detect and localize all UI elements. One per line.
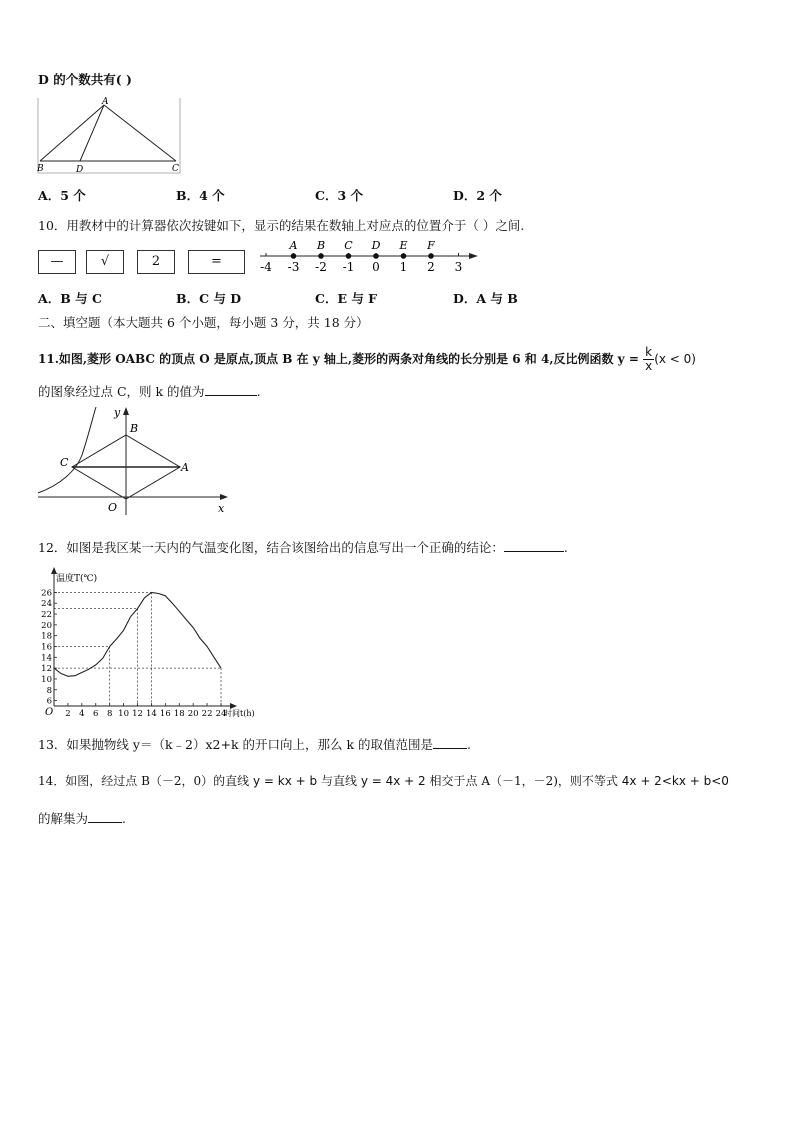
chart-x-tick-label: 16: [159, 709, 171, 719]
q11-label-b: B: [130, 422, 139, 435]
section-heading: 二、填空题（本大题共 6 个小题，每小题 3 分，共 18 分）: [38, 315, 369, 330]
number-line-tick-label: 0: [372, 260, 380, 274]
chart-y-tick-label: 6: [46, 696, 52, 707]
number-line-point-label: F: [427, 239, 435, 252]
chart-y-tick-label: 16: [41, 642, 52, 653]
chart-x-tick-label: 4: [79, 709, 85, 719]
chart-y-axis-label: 温度T(℃): [56, 574, 98, 584]
chart-y-tick-label: 24: [41, 599, 52, 610]
q14-stem-line1: [38, 773, 729, 789]
number-line-tick-label: 1: [399, 260, 408, 274]
q9-stem-tail: D 的个数共有( ): [38, 72, 132, 87]
chart-y-tick-label: 18: [41, 631, 52, 642]
q10-option-a[interactable]: A．B 与 C: [38, 291, 102, 306]
chart-y-tick-label: 22: [41, 610, 52, 621]
q12-temperature-chart: [36, 565, 270, 723]
calc-key-two: 2: [137, 250, 175, 274]
q10-number-line: [256, 238, 481, 276]
q11-frac-denominator: x: [645, 359, 653, 373]
q11-stem-text: 11.如图,菱形 OABC 的顶点 O 是原点,顶点 B 在 y 轴上,菱形的两条对角线的长分别是 6 和 4,反比例函数 y =: [38, 352, 639, 366]
q13-stem-text: 13．如果抛物线 y＝（k﹣2）x2+k 的开口向上，那么 k 的取值范围是: [38, 737, 434, 752]
number-line-point: [401, 253, 407, 259]
number-line-tick-label: -3: [287, 260, 300, 274]
q11-label-x: x: [218, 502, 225, 515]
q11-hyperbola: [38, 407, 96, 493]
chart-x-tick-label: 2: [65, 709, 71, 719]
q10-option-d[interactable]: D．A 与 B: [453, 291, 518, 306]
q11-period: .: [256, 384, 261, 399]
number-line-point: [428, 253, 434, 259]
chart-x-tick-label: 12: [132, 709, 143, 719]
q11-rhombus-figure: [36, 405, 236, 517]
q10-stem: 10．用教材中的计算器依次按键如下，显示的结果在数轴上对应点的位置介于（ ）之间.: [38, 218, 525, 233]
number-line-point-label: D: [371, 239, 381, 252]
q14-stem-text-b: 的解集为: [38, 811, 89, 826]
chart-x-tick-label: 10: [118, 709, 129, 719]
q14-eq1: y = kx + b: [253, 774, 318, 788]
chart-y-tick-label: 8: [46, 685, 52, 696]
q11-label-c: C: [60, 456, 69, 469]
chart-x-tick-label: 6: [93, 709, 99, 719]
chart-x-tick-label: 22: [201, 709, 213, 719]
chart-y-tick-label: 12: [41, 664, 52, 675]
number-line-point-label: B: [316, 239, 326, 252]
q9-segment-ba: [40, 105, 104, 161]
calc-key-sqrt: √: [86, 250, 124, 274]
calc-key-equals: =: [188, 250, 245, 274]
number-line-tick-label: 3: [454, 260, 463, 274]
q11-label-y: y: [114, 406, 121, 419]
q12-stem-text: 12．如图是我区某一天内的气温变化图，结合该图给出的信息写出一个正确的结论：: [38, 540, 504, 555]
q9-segment-ad: [80, 105, 104, 161]
q9-option-a[interactable]: A．5 个: [38, 188, 86, 203]
q11-label-a: A: [181, 461, 189, 474]
q14-mid1: 与直线: [320, 774, 357, 788]
number-line-point-label: E: [399, 239, 408, 252]
chart-origin-label: O: [45, 707, 54, 718]
q12-answer-blank[interactable]: [504, 551, 564, 552]
q11-frac-numerator: k: [643, 346, 654, 360]
q11-label-o: O: [108, 501, 118, 514]
number-line-tick-label: -1: [342, 260, 355, 274]
chart-x-tick-label: 18: [173, 709, 185, 719]
q11-fraction: [643, 346, 654, 373]
number-line-point: [373, 253, 379, 259]
q10-option-c[interactable]: C．E 与 F: [315, 291, 378, 306]
chart-x-tick-label: 8: [106, 709, 113, 719]
q11-condition: (x < 0): [654, 352, 696, 366]
chart-y-tick-label: 10: [41, 674, 52, 685]
q14-answer-blank[interactable]: [88, 822, 122, 823]
q14-mid2: 相交于点 A（－1，－2)，则不等式: [429, 774, 618, 788]
number-line-tick-label: -4: [260, 260, 272, 274]
q13-period: .: [467, 737, 471, 752]
chart-y-tick-label: 14: [41, 653, 52, 664]
chart-x-tick-label: 14: [146, 709, 157, 719]
number-line-arrow: [469, 253, 478, 259]
q9-label-d: D: [76, 165, 84, 175]
q9-segment-ac: [104, 105, 176, 161]
q11-answer-blank[interactable]: [205, 395, 257, 396]
q9-option-c[interactable]: C．3 个: [315, 188, 363, 203]
number-line-point: [318, 253, 324, 259]
q14-eq2: y = 4x + 2: [360, 774, 426, 788]
q11-stem-text-b: 的图象经过点 C，则 k 的值为: [38, 384, 205, 399]
q11-stem-line2: [38, 384, 261, 400]
chart-x-axis-label: 时间t(h): [224, 709, 255, 718]
q9-triangle-figure: [36, 95, 186, 175]
number-line-tick-label: -2: [315, 260, 327, 274]
q9-label-b: B: [37, 164, 44, 174]
q12-period: .: [563, 540, 568, 555]
chart-x-tick-label: 24: [215, 709, 227, 719]
q9-option-b[interactable]: B．4 个: [176, 188, 225, 203]
number-line-point-label: C: [344, 239, 353, 252]
calc-key-minus: —: [38, 250, 76, 274]
chart-y-tick-label: 20: [41, 620, 52, 631]
number-line-point: [346, 253, 352, 259]
q14-stem-text-a: 14．如图，经过点 B（－2，0）的直线: [38, 774, 250, 788]
chart-x-tick-label: 20: [187, 709, 199, 719]
q12-stem-line: [38, 540, 568, 556]
q13-answer-blank[interactable]: [433, 748, 467, 749]
chart-y-tick-label: 26: [41, 588, 52, 599]
q11-stem-line1: [38, 346, 696, 373]
q14-inequality: 4x + 2<kx + b<0: [621, 774, 729, 788]
q9-label-a: A: [102, 97, 109, 107]
q13-stem-line: [38, 737, 471, 753]
number-line-point-label: A: [289, 239, 298, 252]
number-line-point: [291, 253, 297, 259]
q14-stem-line2: [38, 811, 126, 827]
q9-label-c: C: [172, 164, 179, 174]
q10-option-b[interactable]: B．C 与 D: [176, 291, 242, 306]
q9-option-d[interactable]: D．2 个: [453, 188, 502, 203]
number-line-tick-label: 2: [427, 260, 435, 274]
q14-period: .: [122, 811, 126, 826]
